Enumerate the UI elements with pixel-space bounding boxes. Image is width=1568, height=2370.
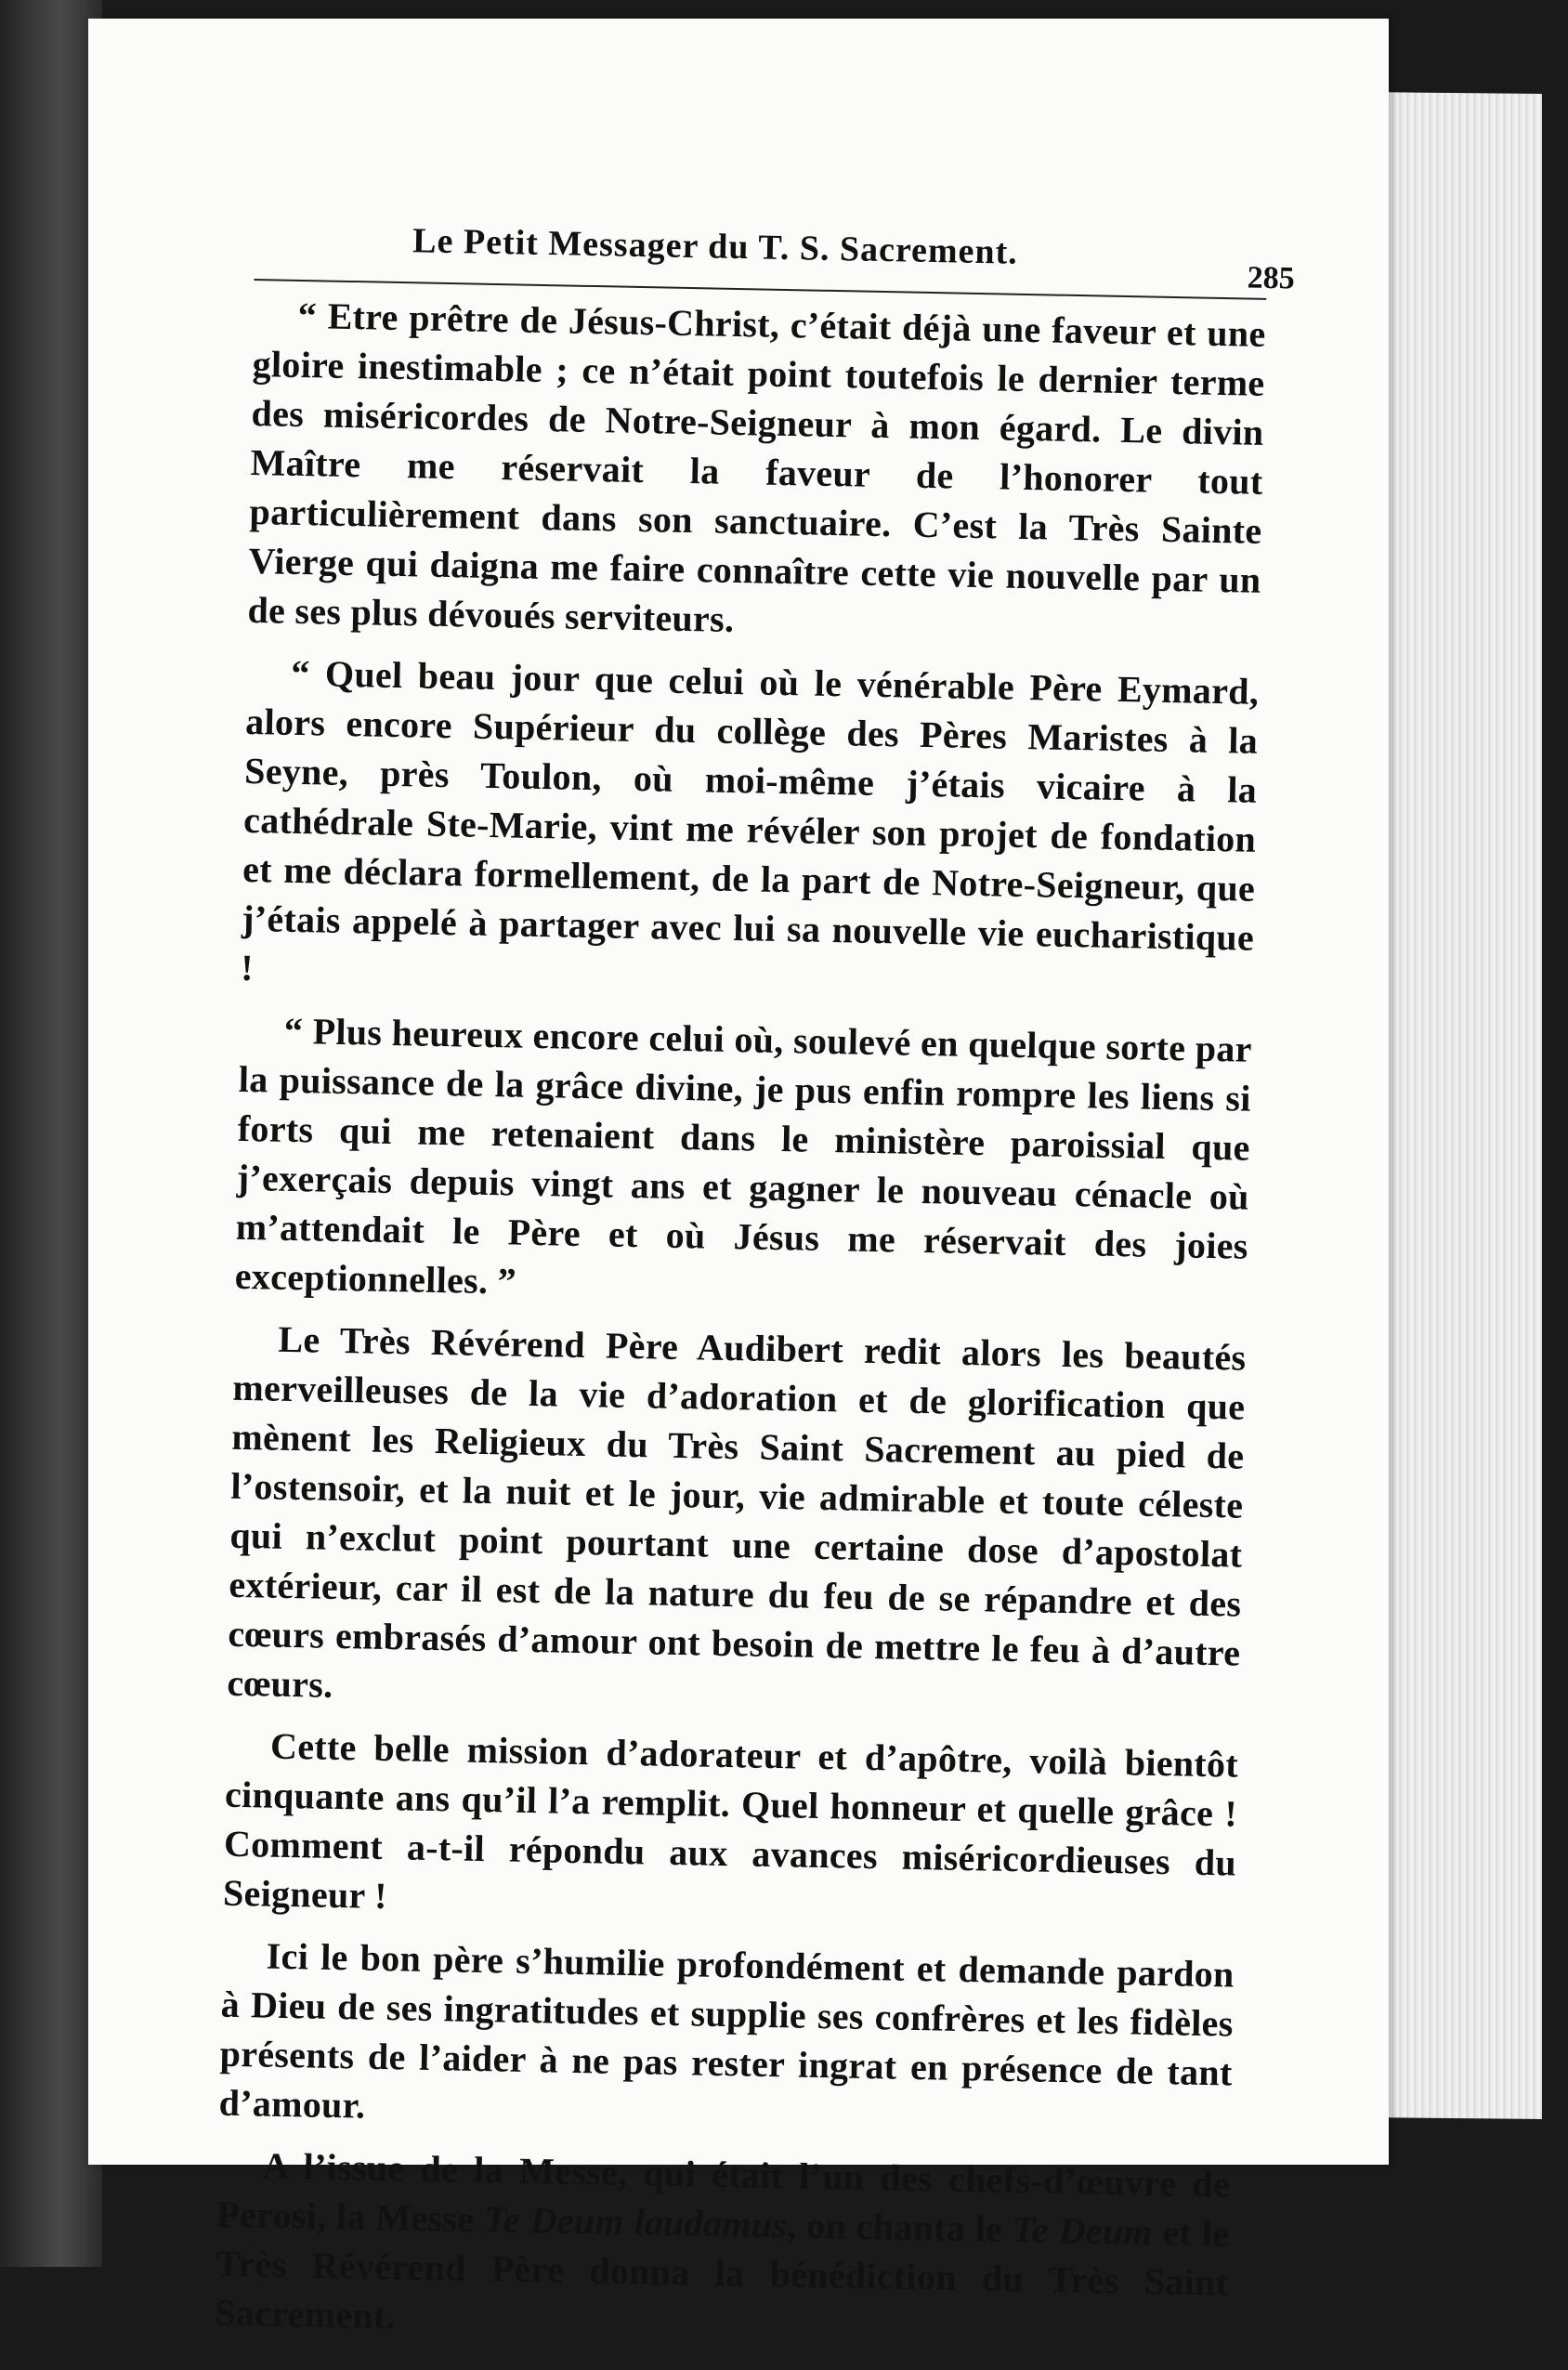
paragraph-7-text-c: et le Très Révérend Père donna la bénédiction du Très Saint Sacrement. — [214, 2210, 1230, 2337]
page-header — [254, 204, 1296, 300]
paragraph-7-text-a: A l’issue de la Messe, qui était l’un des chefs-d’œuvre de Perosi, la Messe — [216, 2144, 1231, 2241]
paragraph-3: “ Plus heureux encore celui où, soulevé en quelque sorte par la puissance de la grâce divine, je pus enfin rompre les liens si forts qui me retenaient dans le ministère paroissial que j’exerçais depuis vingt ans et gagner le nouveau cénacle où m’attendait le Père et où Jésus me réservait des joies exceptionnelles. ” — [234, 1009, 1253, 1303]
paragraph-5: Cette belle mission d’adorateur et d’apôtre, voilà bientôt cinquante ans qu’il l’a remplit. Quel honneur et quelle grâce ! Comment a-t-il répondu aux avances miséricordieuses du Seigneur ! — [222, 1724, 1239, 1918]
paragraph-4: Le Très Révérend Père Audibert redit alors les beautés merveilleuses de la vie d’adoration et de glorification que mènent les Religieux du Très Saint Sacrement au pied de l’ostensoir, et la nuit et le jour, vie admirable et toute céleste qui n’exclut point pourtant une certaine dose d’apostolat extérieur, car il est de la nature du feu de se répandre et des cœurs embrasés d’amour ont besoin de mettre le feu à d’autre cœurs. — [227, 1317, 1247, 1706]
paragraph-7-italic-a: Te Deum laudamus — [483, 2198, 788, 2246]
paragraph-6: Ici le bon père s’humilie profondément et demande pardon à Dieu de ses ingratitudes et supplie ses confrères et les fidèles présents de l’aider à ne pas rester ingrat en présence de tant d’amour. — [218, 1934, 1235, 2127]
paragraph-7-text-b: , on chanta le — [786, 2204, 1013, 2251]
scanner-background-left — [0, 0, 102, 2267]
paragraph-7 — [215, 2141, 1231, 2357]
paragraph-7-italic-b: Te Deum — [1012, 2208, 1154, 2253]
running-title: Le Petit Messager du T. S. Sacrement. — [412, 221, 1019, 272]
page-number: 285 — [1247, 260, 1296, 296]
book-page-edges — [1365, 92, 1542, 2119]
paragraph-2: “ Quel beau jour que celui où le vénérable Père Eymard, alors encore Supérieur du collège des Pères Maristes à la Seyne, près Toulon, où moi-même j’étais vicaire à la cathédrale Ste-Marie, vint me révéler son projet de fondation et me déclara formellement, de la part de Notre-Seigneur, que j’étais appelé à partager avec lui sa nouvelle vie eucharistique ! — [240, 651, 1260, 989]
page-content — [214, 204, 1296, 2369]
book-page — [88, 19, 1389, 2337]
paragraph-1: “ Etre prêtre de Jésus-Christ, c’était déjà une faveur et une gloire inestimable ; ce n’était point toutefois le dernier terme des miséricordes de Notre-Seigneur à mon égard. Le divin Maître me réservait la faveur de l’honorer tout particulièrement dans son sanctuaire. C’est la Très Sainte Vierge qui daigna me faire connaître cette vie nouvelle par un de ses plus dévoués serviteurs. — [247, 294, 1266, 640]
